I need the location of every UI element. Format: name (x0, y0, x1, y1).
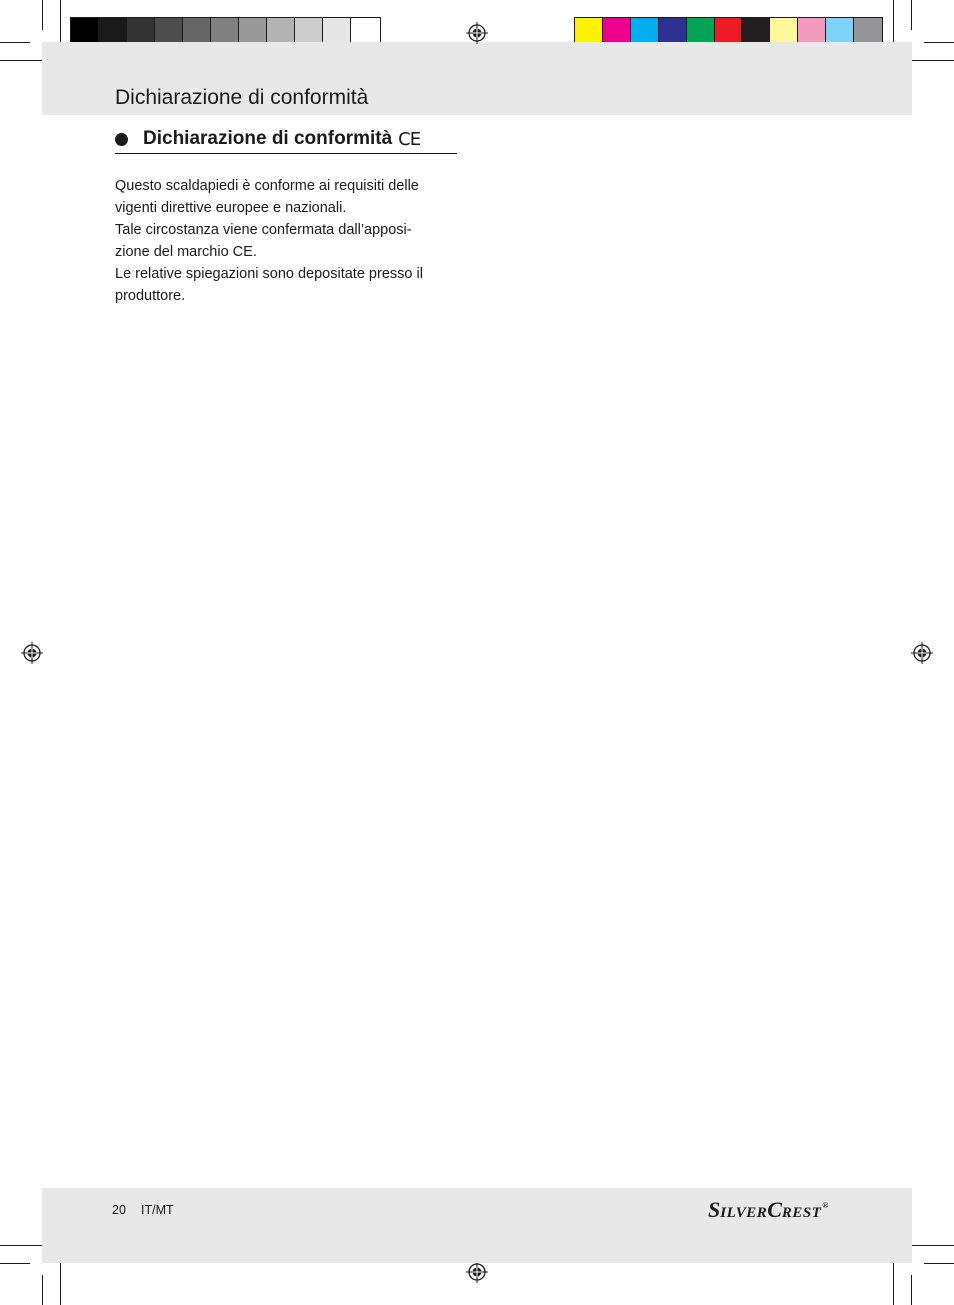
body-line: zione del marchio CE. (115, 244, 257, 260)
crop-mark (60, 0, 61, 48)
crop-mark (42, 1275, 43, 1305)
crop-mark (60, 1257, 61, 1305)
crop-mark (893, 1257, 894, 1305)
body-line: Tale circostanza viene confermata dall’apposi- (115, 222, 412, 238)
crop-mark (911, 1275, 912, 1305)
crop-mark (0, 1263, 30, 1264)
ce-mark-icon: CE (398, 128, 421, 150)
page-title: Dichiarazione di conformità (115, 86, 369, 109)
silvercrest-logo: S ILVER C REST ® (708, 1197, 829, 1222)
crop-mark (42, 0, 43, 30)
registration-mark-icon (466, 22, 488, 44)
crop-mark (0, 42, 30, 43)
body-paragraph (115, 175, 455, 307)
crop-mark (0, 60, 48, 61)
registration-mark-icon (21, 642, 43, 664)
body-line: Le relative spiegazioni sono depositate presso il (115, 266, 423, 282)
body-line: vigenti direttive europee e nazionali. (115, 200, 347, 216)
page-number: 20 (112, 1203, 126, 1217)
crop-mark (906, 60, 954, 61)
bullet-icon (115, 133, 128, 146)
registration-mark-icon (466, 1261, 488, 1283)
body-line: Questo scaldapiedi è conforme ai requisiti delle (115, 178, 419, 194)
section-heading-text: Dichiarazione di conformità (143, 128, 393, 149)
body-line: produttore. (115, 288, 186, 304)
crop-mark (0, 1245, 48, 1246)
section-heading (115, 128, 457, 154)
crop-mark (924, 1263, 954, 1264)
language-code: IT/MT (141, 1203, 174, 1217)
crop-mark (893, 0, 894, 48)
crop-mark (924, 42, 954, 43)
registration-mark-icon (911, 642, 933, 664)
crop-mark (906, 1245, 954, 1246)
crop-mark (911, 0, 912, 30)
